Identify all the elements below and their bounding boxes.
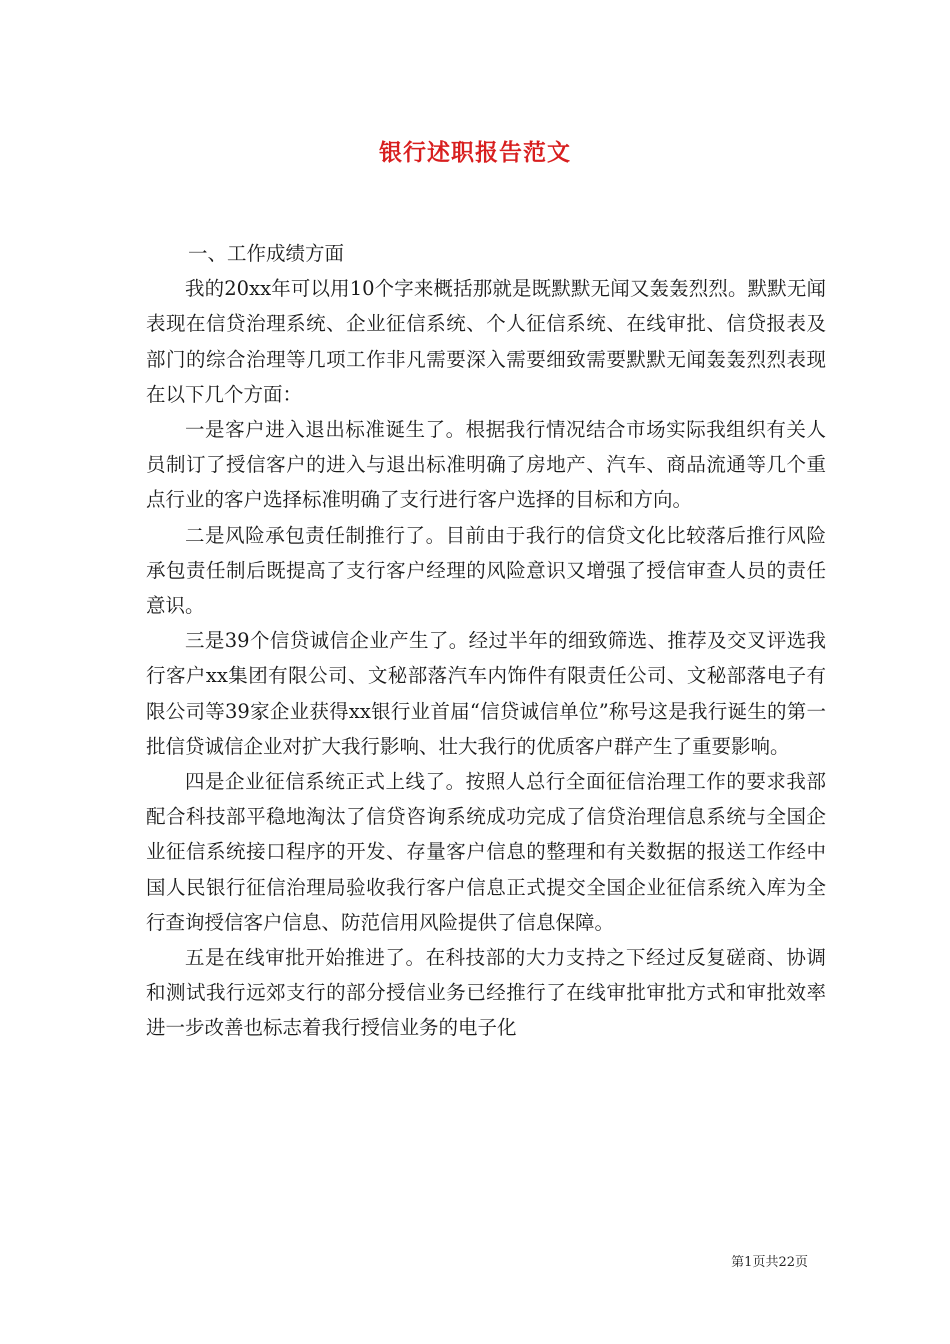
document-body xyxy=(146,236,826,1046)
paragraph-intro: 我的20xx年可以用10个字来概括那就是既默默无闻又轰轰烈烈。默默无闻表现在信贷治理系统、企业征信系统、个人征信系统、在线审批、信贷报表及部门的综合治理等几项工作非凡需要深入需要细致需要默默无闻轰轰烈烈表现在以下几个方面： xyxy=(146,277,826,406)
paragraph-point-1: 一是客户进入退出标准诞生了。根据我行情况结合市场实际我组织有关人员制订了授信客户的进入与退出标准明确了房地产、汽车、商品流通等几个重点行业的客户选择标准明确了支行进行客户选择的目标和方向。 xyxy=(146,418,826,512)
paragraph-point-3: 三是39个信贷诚信企业产生了。经过半年的细致筛选、推荐及交叉评选我行客户xx集团有限公司、文秘部落汽车内饰件有限责任公司、文秘部落电子有限公司等39家企业获得xx银行业首届“信贷诚信单位”称号这是我行诞生的第一批信贷诚信企业对扩大我行影响、壮大我行的优质客户群产生了重要影响。 xyxy=(146,629,826,758)
page-title: 银行述职报告范文 xyxy=(379,139,571,166)
page-number: 第1页共22页 xyxy=(731,1255,808,1270)
paragraph-point-5: 五是在线审批开始推进了。在科技部的大力支持之下经过反复磋商、协调和测试我行远郊支行的部分授信业务已经推行了在线审批审批方式和审批效率进一步改善也标志着我行授信业务的电子化 xyxy=(146,946,826,1040)
paragraph-point-2: 二是风险承包责任制推行了。目前由于我行的信贷文化比较落后推行风险承包责任制后既提高了支行客户经理的风险意识又增强了授信审查人员的责任意识。 xyxy=(146,523,826,618)
paragraph-point-4: 四是企业征信系统正式上线了。按照人总行全面征信治理工作的要求我部配合科技部平稳地淘汰了信贷咨询系统成功完成了信贷治理信息系统与全国企业征信系统接口程序的开发、存量客户信息的整理和有关数据的报送工作经中国人民银行征信治理局验收我行客户信息正式提交全国企业征信系统入库为全行查询授信客户信息、防范信用风险提供了信息保障。 xyxy=(146,770,826,934)
section-heading: 一、工作成绩方面 xyxy=(188,242,345,265)
